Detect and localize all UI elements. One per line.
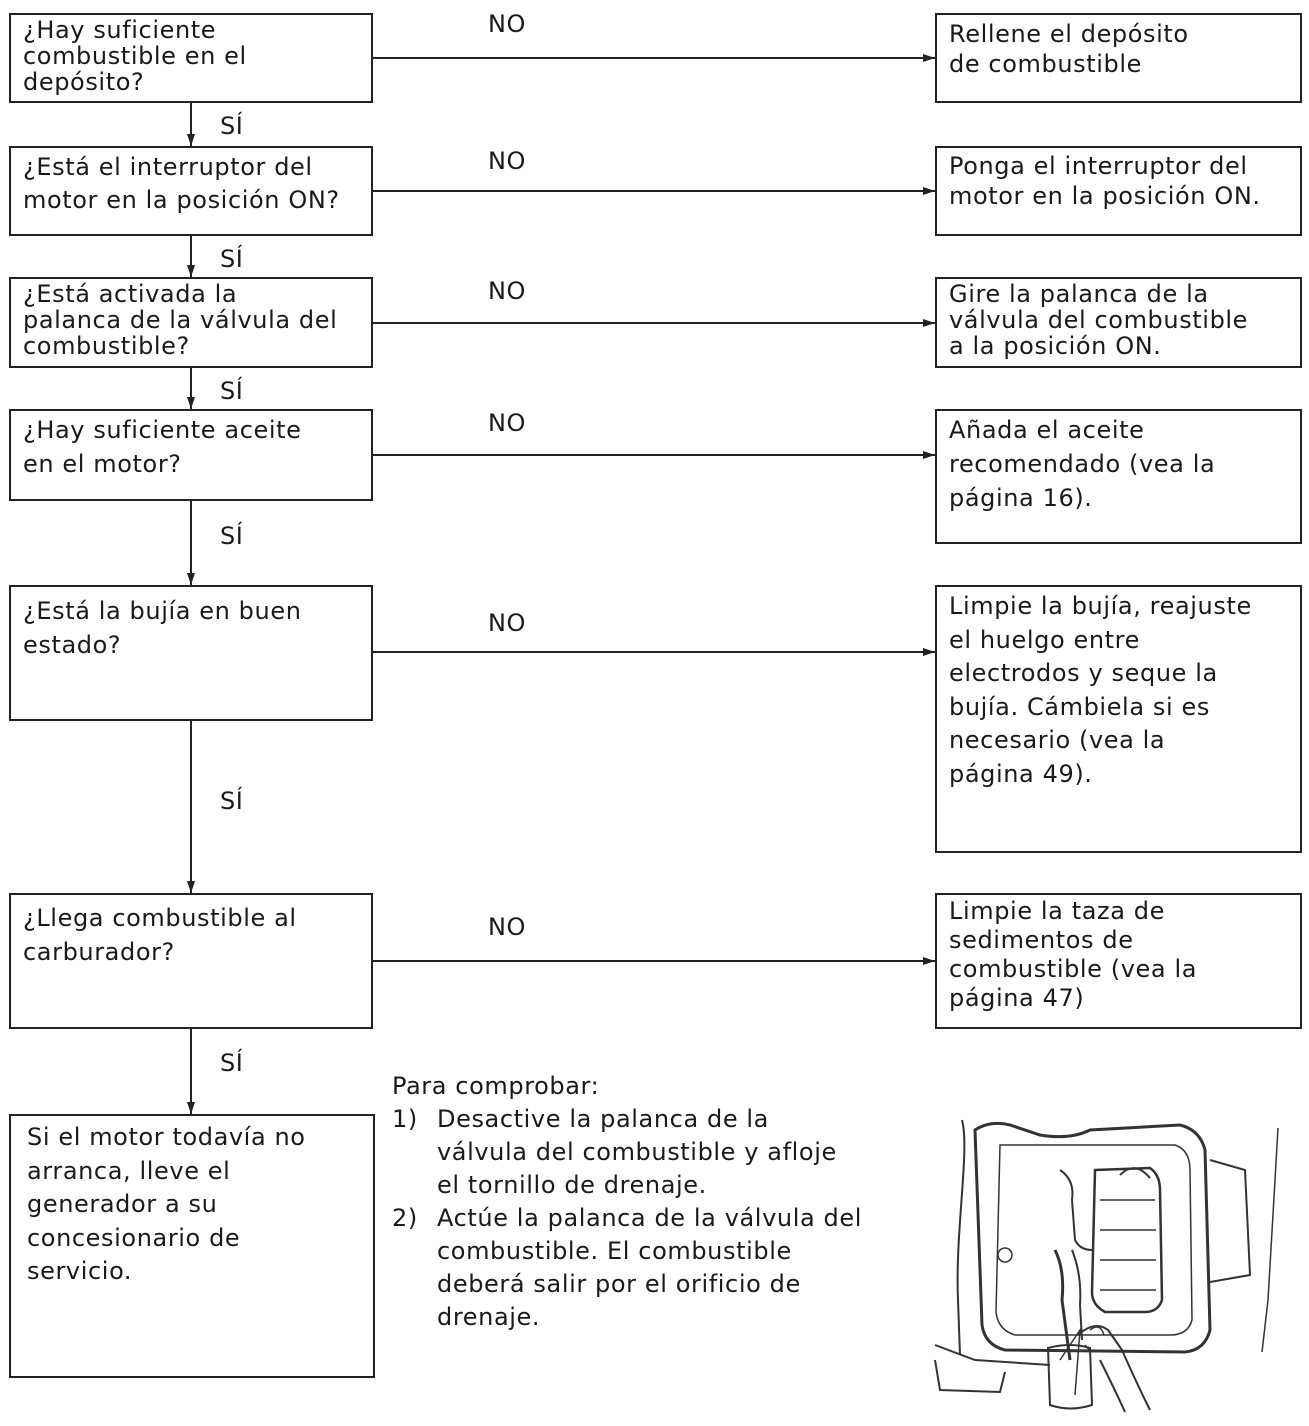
yes-label-1: SÍ: [220, 112, 244, 140]
question-box-1: ¿Hay suficiente combustible en el depósito?: [9, 13, 373, 103]
check-step-2-number: 2): [392, 1204, 418, 1232]
no-label-1: NO: [488, 10, 526, 38]
yes-label-6: SÍ: [220, 1049, 244, 1077]
action-box-2: Ponga el interruptor del motor en la posición ON.: [935, 146, 1302, 236]
yes-label-4: SÍ: [220, 522, 244, 550]
no-label-5: NO: [488, 609, 526, 637]
no-label-3: NO: [488, 277, 526, 305]
action-box-3: Gire la palanca de la válvula del combustible a la posición ON.: [935, 277, 1302, 368]
no-label-2: NO: [488, 147, 526, 175]
fuel-drain-illustration: [935, 1120, 1278, 1412]
no-label-4: NO: [488, 409, 526, 437]
action-box-1: Rellene el depósito de combustible: [935, 13, 1302, 103]
yes-label-2: SÍ: [220, 245, 244, 273]
check-step-1-text: Desactive la palanca de la válvula del combustible y afloje el tornillo de drenaje.: [437, 1105, 837, 1199]
check-step-2-text: Actúe la palanca de la válvula del combustible. El combustible deberá salir por el orificio de drenaje.: [437, 1204, 862, 1331]
action-box-6: Limpie la taza de sedimentos de combustible (vea la página 47): [935, 893, 1302, 1029]
check-step-2: [392, 1202, 867, 1334]
no-label-6: NO: [488, 913, 526, 941]
question-box-2: ¿Está el interruptor del motor en la posición ON?: [9, 146, 373, 236]
question-box-6: ¿Llega combustible al carburador?: [9, 893, 373, 1029]
action-box-4: Añada el aceite recomendado (vea la página 16).: [935, 409, 1302, 544]
check-note: [392, 1070, 867, 1334]
question-box-5: ¿Está la bujía en buen estado?: [9, 585, 373, 721]
question-box-4: ¿Hay suficiente aceite en el motor?: [9, 409, 373, 501]
check-note-title: Para comprobar:: [392, 1072, 600, 1100]
question-box-3: ¿Está activada la palanca de la válvula del combustible?: [9, 277, 373, 368]
final-box: Si el motor todavía no arranca, lleve el generador a su concesionario de servicio.: [9, 1114, 375, 1378]
check-step-1: [392, 1103, 867, 1202]
yes-label-3: SÍ: [220, 377, 244, 405]
check-step-1-number: 1): [392, 1105, 418, 1133]
yes-label-5: SÍ: [220, 787, 244, 815]
action-box-5: Limpie la bujía, reajuste el huelgo entre electrodos y seque la bujía. Cámbiela si es necesario (vea la página 49).: [935, 585, 1302, 853]
